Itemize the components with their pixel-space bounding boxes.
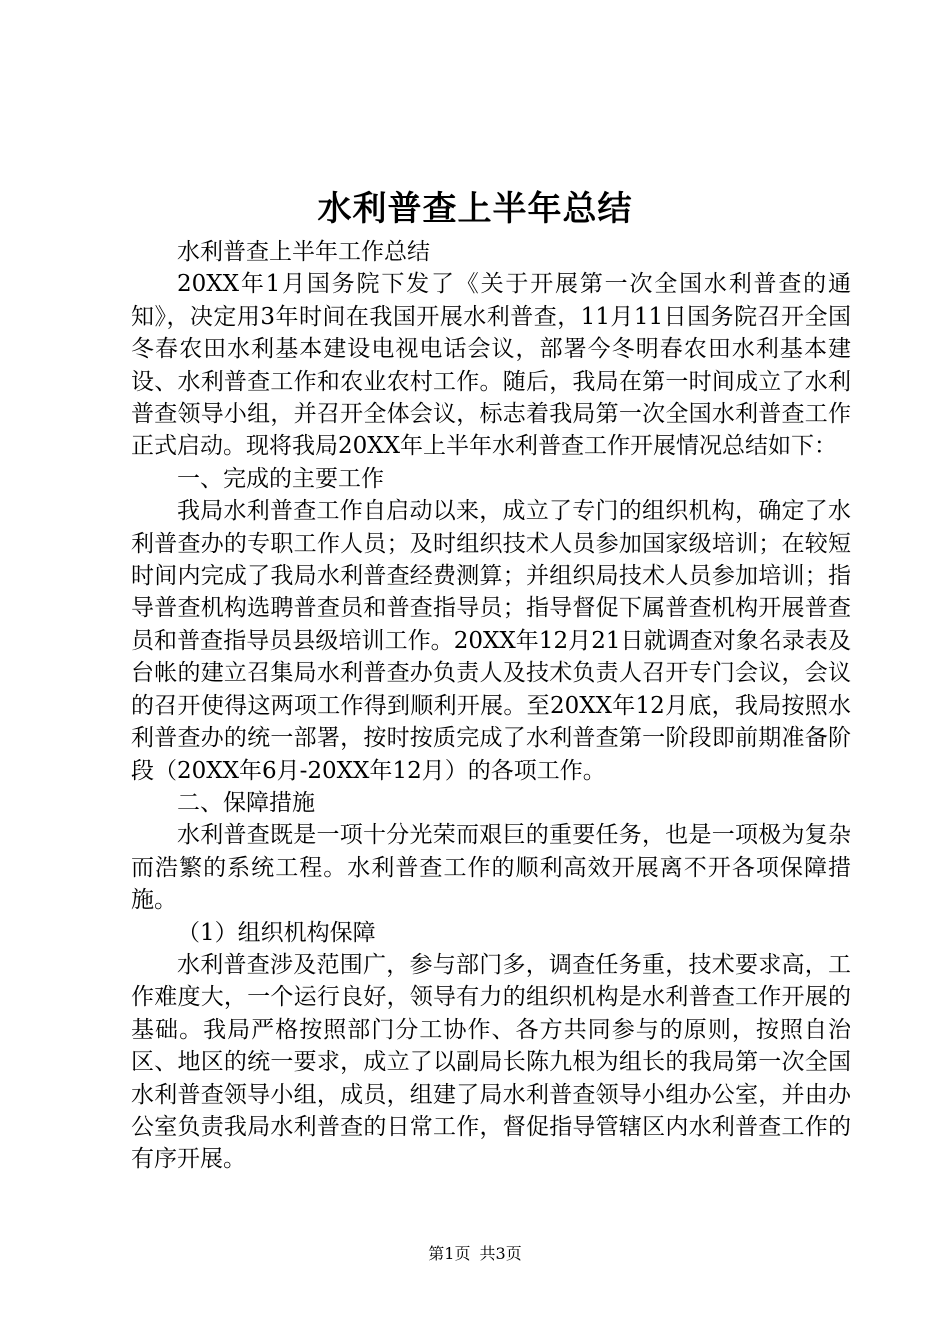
document-subtitle: 水利普查上半年工作总结 [177, 239, 430, 265]
document-title: 水利普查上半年总结 [317, 189, 633, 229]
section-1-paragraph: 我局水利普查工作自启动以来，成立了专门的组织机构，确定了水利普查办的专职工作人员；及时组织技术人员参加国家级培训；在较短时间内完成了我局水利普查经费测算；并组织局技术人员参加培训；指导普查机构选聘普查员和普查指导员；指导督促下属普查机构开展普查员和普查指导员县级培训工作。20XX年12月21日就调查对象名录表及台帐的建立召集局水利普查办负责人及技术负责人召开专门会议，会议的召开使得这两项工作得到顺利开展。至20XX年12月底，我局按照水利普查办的统一部署，按时按质完成了水利普查第一阶段即前期准备阶段（20XX年6月-20XX年12月）的各项工作。 [131, 498, 851, 784]
intro-paragraph: 20XX年1月国务院下发了《关于开展第一次全国水利普查的通知》，决定用3年时间在我国开展水利普查，11月11日国务院召开全国冬春农田水利基本建设电视电话会议，部署今冬明春农田水利基本建设、水利普查工作和农业农村工作。随后，我局在第一时间成立了水利普查领导小组，并召开全体会议，标志着我局第一次全国水利普查工作正式启动。现将我局20XX年上半年水利普查工作开展情况总结如下： [131, 271, 851, 460]
section-2-heading: 二、保障措施 [177, 789, 315, 816]
section-1-heading: 一、完成的主要工作 [177, 465, 384, 492]
document-body [131, 236, 851, 1176]
subsection-1-heading: （1）组织机构保障 [177, 919, 376, 946]
subsection-1-paragraph: 水利普查涉及范围广，参与部门多，调查任务重，技术要求高，工作难度大，一个运行良好，领导有力的组织机构是水利普查工作开展的基础。我局严格按照部门分工协作、各方共同参与的原则，按照自治区、地区的统一要求，成立了以副局长陈九根为组长的我局第一次全国水利普查领导小组，成员，组建了局水利普查领导小组办公室，并由办公室负责我局水利普查的日常工作，督促指导管辖区内水利普查工作的有序开展。 [131, 951, 851, 1173]
page-footer [0, 1243, 950, 1265]
page-number: 第1页 [428, 1244, 471, 1263]
section-2-paragraph: 水利普查既是一项十分光荣而艰巨的重要任务，也是一项极为复杂而浩繁的系统工程。水利普查工作的顺利高效开展离不开各项保障措施。 [131, 822, 851, 914]
page-count: 共3页 [479, 1244, 522, 1263]
